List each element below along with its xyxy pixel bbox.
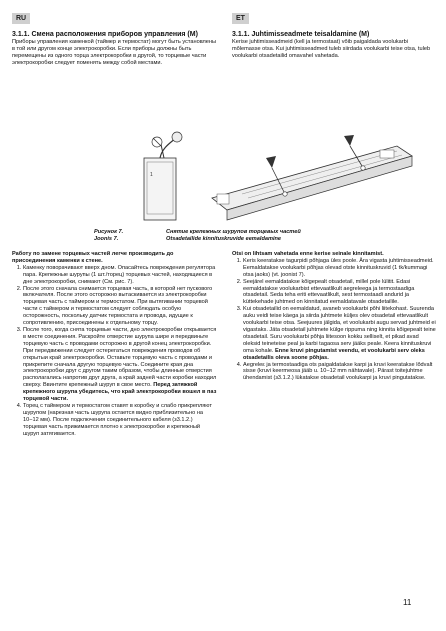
language-tag-et: ET [232, 13, 249, 24]
heater-illustration [130, 128, 190, 230]
step-3-ru: 3. После того, когда снята торцевые части, дно электрокоробки открывается в месте соединения. Раскройте отверстие шурупа шире и передвиньте торцевую часть с проводами осторожно в другой конец электрокоробки. При передвижении следует остерегаться повреждения проводов об открытыи край электрокоробки. Оставьте торцевую часть с проводами и прикрепите сначала другую торцевую часть. Соедините края дна электрокоробки друг с другом таким образом, чтобы длинные отверстия располагались напротив друг друга, а край задней части коробки находил сверху. Ввинтите крепежный шуруп в свое место. Перед затяжкой крепежного шурупа убедитесь, что край электрокоробки вошел в паз торцевой части. [23, 327, 217, 403]
right-instructions [232, 251, 437, 382]
svg-text:1: 1 [150, 172, 153, 178]
left-instructions [12, 251, 217, 437]
step-1-ru: 1. Каменку поворачивают вверх дном. Опасайтесь повреждения регулятора пара. Крепежные шурупы (1 шт./торец) торцевых частей, находящиеся в дне электрокоробки, снимают (См. рис. 7). [23, 265, 217, 286]
figure-label-et: Joonis 7. [94, 235, 119, 242]
section-heading-et: 3.1.1. Juhtimisseadmete teisaldamine (M) [232, 31, 370, 38]
intro-text-ru: Приборы управления каменкой (таймер и термостат) могут быть установлены в той или другом конце электрокоробки. Если приборы должны быть перемещены из одного торца электрокоробки в другой, то торцевые части электрокоробки следует поменять между собой местами. [12, 39, 217, 66]
figure-heater-box [130, 128, 190, 230]
step-3-warning-ru: Перед затяжкой крепежного шурупа убедитесь, что край электрокоробки вошел в паз торцевой части. [23, 382, 217, 403]
step-3-warning-et: Enne kruvi pingutamist veendu, et voolukarbi serv oleks otsadetailis oleva soone põhjas. [243, 347, 425, 361]
intro-text-et: Kerise juhtimisseadmeid (kell ja termostaat) võib paigaldada voolukarbi mõlemasse otsa. Kui juhtimisseadmed tuleb siirdada voolukarbi teise otsa, tuleb voolukarbi otsadetailid omavahel vahetada. [232, 39, 431, 59]
instructions-heading-ru: Работу по замене торцевых частей легче производить до присоединения каменки к стене. [12, 251, 174, 264]
step-3-et: 3. Kui otsadetailid on eemaldatud, avaneb voolukarbi põhi liitekohast. Suurenda auku veidi teise käega ja siirda juhtmete küljes olev otsadetail ettevaatlikult voolukarbi teise otsa. Seejuures jälgida, et voolukarbi augu servad juhtmeid ei vigastaks. Jäta otsadetail juhtmete külge rippuma ning kinnita kõigepealt teine otsadetail. Suru voolukarbi põhja liitesoon kokku selliselt, et pikad avad oleksid teineteise peal ja karbi tagaosa serv jääks peale. Keera kinnituskruvi oma kohale. Enne kruvi pingutamist veendu, et voolukarbi serv oleks otsadetailis oleva soone põhjas. [243, 306, 437, 361]
page-number: 11 [403, 598, 412, 607]
figure-label-ru: Рисунок 7. [94, 229, 124, 235]
left-intro [12, 31, 217, 67]
figure-caption-et: Otsadetailide kinnituskruvide eemaldamine [166, 235, 282, 242]
figure-label [94, 229, 123, 242]
figure-caption-ru: Снятие крепежных шурупов торцевых частей [166, 229, 301, 235]
steps-list-et [232, 258, 437, 382]
figure-box-bottom [202, 128, 417, 228]
step-2-ru: 2. После этого сначала снимается торцевая часть, в которой нет пускового включателя. После этого осторожно вытаскивается из электрокоробки торцевая часть с таймером и термостатом. При вытягивании торцевой части с таймером и термостатом следует соблюдать особую осторожность, поскольку датчик термостата и провода, идущие к сопротивлению, присоединены к отдельному торцу. [23, 286, 217, 327]
right-intro [232, 31, 437, 60]
section-heading-ru: 3.1.1. Смена расположения приборов управления (М) [12, 31, 198, 38]
step-4-ru: 4. Торец с таймером и термостатом ставят в коробку и слабо прикрепляют шурупом (нарезная часть шурупа остается видно приблизительно на 10−12 мм). После подключения соединительного кабеля (з3.1.2.) торцевая часть прижимается плотно к электрокоробке и крепежный шуруп затягивается. [23, 403, 217, 438]
steps-list-ru [12, 265, 217, 438]
language-tag-ru: RU [12, 13, 30, 24]
step-4-et: 4. Aegreleε ja termostaadiga ots paigaldatakse karpi ja kruvi keeratakse lõdvalt sisse (kruvi keermeosa jääb u. 10−12 mm nähtavale). Pärast toitejuhtme ühendamist (з3.1.2.) lükatakse otsadetail voolukarpi ja kruvi pingutatakse. [243, 362, 437, 383]
box-bottom-illustration [202, 128, 417, 228]
figure-caption [166, 229, 406, 242]
instructions-heading-et: Otsi on lihtsam vahetada enne kerise seinale kinnitamist. [232, 251, 384, 257]
step-2-et: 2. Seejärel eemaldatakse kõigepealt otsadetail, millel pole lülitit. Edasi eemaldatakse voolukarbist ettevaatlikult aegreleega ja termostaadiga otsadetail. Seda teha eriti ettevaatlikult, sest termostaadi andurid ja küttekehade juhtmed on kinnitatud eemaldatavale otsadetailile. [243, 279, 437, 307]
step-1-et: 1. Keris keeratakse tagurpidi põhjaga üles poole. Ära vigasta juhtimisseadmeid. Eemaldatakse voolukarbi põhjas olevad otste kinnituskruvid (1 tk/kummagi otsa jaoks) (vt. joonist 7). [243, 258, 437, 279]
